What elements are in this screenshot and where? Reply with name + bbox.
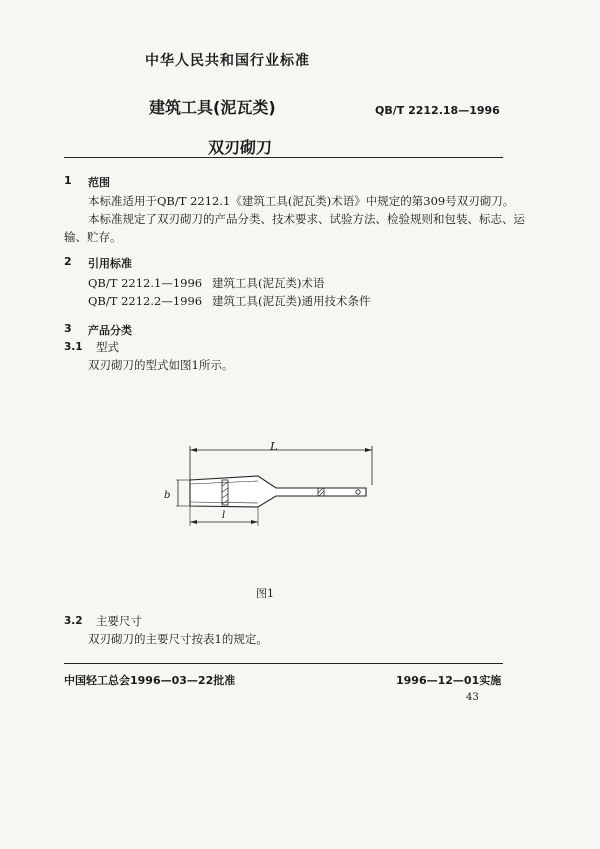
dimension-label-L: L <box>270 439 278 453</box>
header-divider <box>64 157 503 158</box>
effective-date-line: 1996—12—01实施 <box>396 674 502 687</box>
section-3-2-title: 主要尺寸 <box>96 614 142 628</box>
section-1-title: 范围 <box>88 176 110 189</box>
section-3-2-number: 3.2 <box>64 615 83 627</box>
section-3-1-number: 3.1 <box>64 341 83 353</box>
section-2-title: 引用标准 <box>88 257 132 270</box>
footer-divider <box>64 663 503 664</box>
figure-caption: 图1 <box>256 587 274 600</box>
section-1-paragraph-2-line-1: 本标准规定了双刃砌刀的产品分类、技术要求、试验方法、检验规则和包装、标志、运 <box>88 212 525 226</box>
reference-2-code: QB/T 2212.2—1996 <box>88 294 203 308</box>
section-1-number: 1 <box>64 174 72 187</box>
double-blade-trowel-drawing <box>170 440 400 550</box>
section-3-title: 产品分类 <box>88 324 132 337</box>
section-1-paragraph-1: 本标准适用于QB/T 2212.1《建筑工具(泥瓦类)术语》中规定的第309号双刃砌刀。 <box>88 194 515 208</box>
document-subtitle: 双刃砌刀 <box>208 138 273 157</box>
dimension-label-l: l <box>222 510 226 521</box>
standard-number: QB/T 2212.18—1996 <box>375 104 500 117</box>
reference-2-name: 建筑工具(泥瓦类)通用技术条件 <box>212 294 371 308</box>
dimension-label-b: b <box>164 490 171 501</box>
org-standard-heading: 中华人民共和国行业标准 <box>145 53 310 69</box>
reference-1-name: 建筑工具(泥瓦类)术语 <box>212 276 325 290</box>
section-1-paragraph-2-line-2: 输、贮存。 <box>64 230 122 244</box>
approval-line: 中国轻工总会1996—03—22批准 <box>64 674 236 687</box>
section-2-number: 2 <box>64 255 72 268</box>
page-number: 43 <box>466 692 479 703</box>
section-3-number: 3 <box>64 322 72 335</box>
section-3-1-text: 双刃砌刀的型式如图1所示。 <box>88 358 234 372</box>
document-title: 建筑工具(泥瓦类) <box>149 98 276 117</box>
section-3-1-title: 型式 <box>96 340 119 354</box>
section-3-2-text: 双刃砌刀的主要尺寸按表1的规定。 <box>88 632 268 646</box>
reference-1-code: QB/T 2212.1—1996 <box>88 276 203 290</box>
